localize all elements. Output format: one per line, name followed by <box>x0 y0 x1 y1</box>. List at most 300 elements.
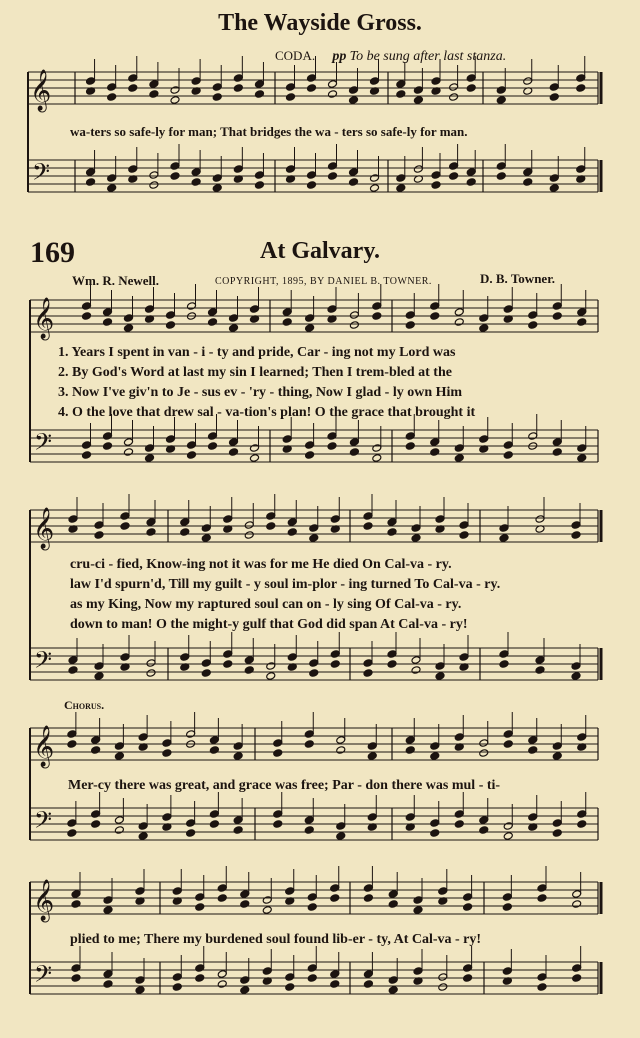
note-head <box>503 822 513 831</box>
note-head <box>135 976 145 985</box>
note-head <box>370 77 380 86</box>
note-head <box>201 534 211 543</box>
note-head <box>107 184 117 193</box>
note-head <box>502 967 512 976</box>
note-head <box>149 80 159 89</box>
note-head <box>124 448 134 457</box>
note-head <box>327 305 337 314</box>
note-head <box>496 86 506 95</box>
note-head <box>349 311 359 320</box>
note-head <box>187 302 197 311</box>
note-head <box>405 311 415 320</box>
verse-line: 1. Years I spent in van - i - ty and pride, Car - ing not my Lord was <box>58 345 456 360</box>
note-head <box>463 903 473 912</box>
note-head <box>502 903 512 912</box>
note-head <box>372 454 382 463</box>
note-head <box>68 666 78 675</box>
note-head <box>250 444 260 453</box>
note-head <box>336 822 346 831</box>
note-head <box>535 515 545 524</box>
note-head <box>549 174 559 183</box>
note-head <box>138 822 148 831</box>
note-head <box>212 174 222 183</box>
note-head <box>86 77 96 86</box>
note-head <box>128 84 138 93</box>
note-head <box>191 77 201 86</box>
note-head <box>438 887 448 896</box>
note-head <box>170 162 180 171</box>
note-head <box>411 524 421 533</box>
note-head <box>201 669 211 678</box>
note-head <box>86 178 96 187</box>
note-head <box>571 672 581 681</box>
note-head <box>166 321 176 330</box>
note-head <box>328 80 338 89</box>
composer-credit: D. B. Towner. <box>480 271 556 286</box>
note-head <box>528 746 538 755</box>
coda-dynamic: pp <box>332 49 347 64</box>
note-head <box>307 74 317 83</box>
note-head <box>396 174 406 183</box>
note-head <box>223 515 233 524</box>
note-head <box>413 86 423 95</box>
note-head <box>91 736 101 745</box>
note-head <box>503 730 513 739</box>
note-head <box>149 181 159 190</box>
note-head <box>435 662 445 671</box>
note-head <box>187 451 197 460</box>
note-head <box>212 184 222 193</box>
note-head <box>166 435 176 444</box>
note-head <box>209 736 219 745</box>
note-head <box>528 736 538 745</box>
note-head <box>209 820 219 829</box>
note-head <box>571 521 581 530</box>
note-head <box>449 93 459 102</box>
note-head <box>535 656 545 665</box>
note-head <box>336 746 346 755</box>
note-head <box>413 896 423 905</box>
note-head <box>405 432 415 441</box>
note-head <box>496 172 506 181</box>
note-head <box>388 976 398 985</box>
note-head <box>217 894 227 903</box>
note-head <box>454 820 464 829</box>
verse-line: cru-ci - fied, Know-ing not it was for me He died On Cal-va - ry. <box>70 557 452 572</box>
note-head <box>166 311 176 320</box>
note-head <box>103 442 113 451</box>
note-head <box>282 435 292 444</box>
note-head <box>138 832 148 841</box>
note-head <box>67 730 77 739</box>
note-head <box>454 308 464 317</box>
note-head <box>68 656 78 665</box>
note-head <box>330 970 340 979</box>
note-head <box>172 983 182 992</box>
note-head <box>309 669 319 678</box>
note-head <box>430 742 440 751</box>
note-head <box>124 324 134 333</box>
hymn-number: 169 <box>30 236 75 269</box>
note-head <box>128 165 138 174</box>
verse-line: 2. By God's Word at last my sin I learned; Then I trem-bled at the <box>58 365 452 380</box>
note-head <box>363 512 373 521</box>
note-head <box>186 829 196 838</box>
note-head <box>240 890 250 899</box>
note-head <box>537 973 547 982</box>
note-head <box>103 318 113 327</box>
note-head <box>107 93 117 102</box>
note-head <box>307 893 317 902</box>
note-head <box>479 816 489 825</box>
note-head <box>233 826 243 835</box>
note-head <box>149 90 159 99</box>
note-head <box>91 820 101 829</box>
note-head <box>208 432 218 441</box>
note-head <box>479 314 489 323</box>
note-head <box>449 83 459 92</box>
coda-lyric: wa-ters so safe-ly for man; That bridges the wa - ters so safe-ly for man. <box>70 124 468 139</box>
note-head <box>438 983 448 992</box>
note-head <box>103 970 113 979</box>
note-head <box>552 829 562 838</box>
note-head <box>233 816 243 825</box>
note-head <box>459 521 469 530</box>
note-head <box>372 302 382 311</box>
note-head <box>285 887 295 896</box>
note-head <box>572 890 582 899</box>
note-head <box>388 986 398 995</box>
note-head <box>124 314 134 323</box>
note-head <box>349 448 359 457</box>
note-head <box>217 970 227 979</box>
note-head <box>305 324 315 333</box>
note-head <box>187 441 197 450</box>
note-head <box>552 819 562 828</box>
note-head <box>528 311 538 320</box>
note-head <box>413 96 423 105</box>
note-head <box>266 522 276 531</box>
note-head <box>180 518 190 527</box>
note-head <box>305 441 315 450</box>
note-head <box>336 832 346 841</box>
note-head <box>496 162 506 171</box>
note-head <box>282 308 292 317</box>
note-head <box>405 813 415 822</box>
note-head <box>577 454 587 463</box>
note-head <box>223 650 233 659</box>
note-head <box>572 974 582 983</box>
note-head <box>145 305 155 314</box>
note-head <box>454 733 464 742</box>
author-credit: Wm. R. Newell. <box>72 273 160 288</box>
note-head <box>233 84 243 93</box>
note-head <box>572 964 582 973</box>
note-head <box>195 964 205 973</box>
note-head <box>191 168 201 177</box>
note-head <box>304 816 314 825</box>
note-head <box>523 178 533 187</box>
note-head <box>266 662 276 671</box>
note-head <box>170 172 180 181</box>
note-head <box>86 168 96 177</box>
note-head <box>307 171 317 180</box>
note-head <box>327 432 337 441</box>
note-head <box>363 970 373 979</box>
note-head <box>146 528 156 537</box>
note-head <box>411 656 421 665</box>
note-head <box>372 312 382 321</box>
note-head <box>120 512 130 521</box>
note-head <box>413 906 423 915</box>
note-head <box>304 730 314 739</box>
note-head <box>201 524 211 533</box>
note-head <box>208 442 218 451</box>
note-head <box>576 84 586 93</box>
note-head <box>307 974 317 983</box>
note-head <box>413 165 423 174</box>
note-head <box>309 659 319 668</box>
note-head <box>124 438 134 447</box>
note-head <box>180 653 190 662</box>
note-head <box>91 810 101 819</box>
note-head <box>128 74 138 83</box>
note-head <box>438 973 448 982</box>
note-head <box>286 93 296 102</box>
clef-icon: 𝄢 <box>34 646 53 679</box>
note-head <box>503 305 513 314</box>
note-head <box>499 524 509 533</box>
note-head <box>466 168 476 177</box>
note-head <box>273 820 283 829</box>
note-head <box>307 84 317 93</box>
note-head <box>479 739 489 748</box>
note-head <box>145 454 155 463</box>
note-head <box>537 983 547 992</box>
note-head <box>496 96 506 105</box>
note-head <box>94 672 104 681</box>
verse-line: 4. O the love that drew sal - va-tion's plan! O the grace that brought it <box>58 405 476 420</box>
note-head <box>367 742 377 751</box>
note-head <box>71 900 81 909</box>
note-head <box>71 890 81 899</box>
note-head <box>577 444 587 453</box>
clef-icon: 𝄞 <box>33 298 55 339</box>
note-head <box>388 890 398 899</box>
note-head <box>254 171 264 180</box>
note-head <box>71 974 81 983</box>
note-head <box>405 746 415 755</box>
note-head <box>244 531 254 540</box>
chorus-label: Chorus. <box>64 698 105 712</box>
note-head <box>387 518 397 527</box>
note-head <box>201 659 211 668</box>
note-head <box>552 302 562 311</box>
note-head <box>307 181 317 190</box>
copyright-line: COPYRIGHT, 1895, BY DANIEL B. TOWNER. <box>215 276 432 287</box>
note-head <box>430 448 440 457</box>
note-head <box>430 302 440 311</box>
note-head <box>503 441 513 450</box>
note-head <box>363 980 373 989</box>
note-head <box>349 168 359 177</box>
note-head <box>431 171 441 180</box>
top-hymn-title: The Wayside Gross. <box>218 10 422 36</box>
note-head <box>499 534 509 543</box>
note-head <box>244 666 254 675</box>
verse-line: 3. Now I've giv'n to Je - sus ev - 'ry - thing, Now I glad - ly own Him <box>58 385 463 400</box>
note-head <box>286 83 296 92</box>
note-head <box>503 832 513 841</box>
note-head <box>463 893 473 902</box>
note-head <box>479 324 489 333</box>
note-head <box>223 660 233 669</box>
note-head <box>304 826 314 835</box>
note-head <box>499 650 509 659</box>
note-head <box>209 810 219 819</box>
note-head <box>287 518 297 527</box>
note-head <box>549 83 559 92</box>
note-head <box>370 184 380 193</box>
note-head <box>466 74 476 83</box>
note-head <box>217 884 227 893</box>
note-head <box>244 521 254 530</box>
note-head <box>107 174 117 183</box>
note-head <box>146 669 156 678</box>
note-head <box>466 178 476 187</box>
note-head <box>577 308 587 317</box>
note-head <box>411 534 421 543</box>
note-head <box>330 980 340 989</box>
note-head <box>454 444 464 453</box>
note-head <box>466 84 476 93</box>
note-head <box>430 819 440 828</box>
note-head <box>172 973 182 982</box>
note-head <box>523 168 533 177</box>
note-head <box>146 659 156 668</box>
note-head <box>135 887 145 896</box>
verse-line: law I'd spurn'd, Till my guilt - y soul im-plor - ing turned To Cal-va - ry. <box>70 577 501 592</box>
note-head <box>285 983 295 992</box>
note-head <box>552 438 562 447</box>
note-head <box>479 749 489 758</box>
note-head <box>240 976 250 985</box>
note-head <box>454 318 464 327</box>
hymn-title: At Galvary. <box>260 238 380 264</box>
note-head <box>266 512 276 521</box>
note-head <box>349 321 359 330</box>
note-head <box>552 312 562 321</box>
note-head <box>336 736 346 745</box>
note-head <box>349 438 359 447</box>
note-head <box>282 318 292 327</box>
note-head <box>229 438 239 447</box>
note-head <box>577 318 587 327</box>
note-head <box>367 813 377 822</box>
clef-icon: 𝄢 <box>34 806 53 839</box>
note-head <box>262 896 272 905</box>
note-head <box>180 528 190 537</box>
note-head <box>91 746 101 755</box>
note-head <box>162 749 172 758</box>
note-head <box>212 93 222 102</box>
note-head <box>459 653 469 662</box>
note-head <box>349 178 359 187</box>
note-head <box>149 171 159 180</box>
note-head <box>305 314 315 323</box>
note-head <box>114 826 124 835</box>
note-head <box>367 752 377 761</box>
note-head <box>217 980 227 989</box>
note-head <box>186 730 196 739</box>
note-head <box>94 531 104 540</box>
note-head <box>309 524 319 533</box>
note-head <box>120 522 130 531</box>
note-head <box>287 653 297 662</box>
note-head <box>170 96 180 105</box>
note-head <box>162 813 172 822</box>
note-head <box>363 522 373 531</box>
chorus-line-2: plied to me; There my burdened soul found lib-er - ty, At Cal-va - ry! <box>70 932 482 947</box>
note-head <box>71 964 81 973</box>
note-head <box>285 973 295 982</box>
note-head <box>328 90 338 99</box>
note-head <box>413 967 423 976</box>
note-head <box>330 894 340 903</box>
note-head <box>449 172 459 181</box>
note-head <box>363 659 373 668</box>
note-head <box>309 534 319 543</box>
note-head <box>405 736 415 745</box>
clef-icon: 𝄢 <box>34 428 53 461</box>
note-head <box>82 302 92 311</box>
note-head <box>528 432 538 441</box>
note-head <box>233 752 243 761</box>
note-head <box>430 312 440 321</box>
note-head <box>328 172 338 181</box>
note-head <box>250 454 260 463</box>
note-head <box>67 829 77 838</box>
note-head <box>549 184 559 193</box>
note-head <box>120 653 130 662</box>
note-head <box>172 887 182 896</box>
note-head <box>503 451 513 460</box>
note-head <box>330 660 340 669</box>
note-head <box>233 74 243 83</box>
note-head <box>363 894 373 903</box>
note-head <box>528 813 538 822</box>
note-head <box>571 662 581 671</box>
note-head <box>411 666 421 675</box>
note-head <box>262 967 272 976</box>
note-head <box>523 77 533 86</box>
note-head <box>229 324 239 333</box>
note-head <box>138 733 148 742</box>
note-head <box>254 80 264 89</box>
note-head <box>240 986 250 995</box>
note-head <box>103 906 113 915</box>
note-head <box>503 740 513 749</box>
note-head <box>103 432 113 441</box>
clef-icon: 𝄞 <box>33 880 55 921</box>
note-head <box>454 454 464 463</box>
note-head <box>363 884 373 893</box>
note-head <box>233 165 243 174</box>
note-head <box>195 903 205 912</box>
note-head <box>103 980 113 989</box>
note-head <box>502 893 512 902</box>
note-head <box>209 746 219 755</box>
